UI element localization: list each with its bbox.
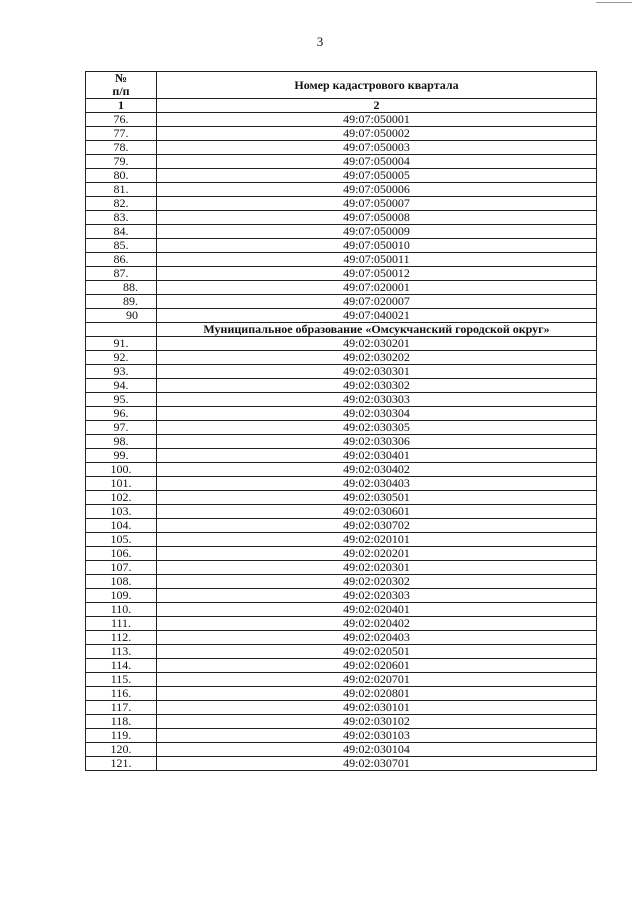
row-number: 111. <box>86 617 157 631</box>
cadastral-quarter-code: 49:07:040021 <box>157 309 597 323</box>
row-number: 83. <box>86 211 157 225</box>
table-row <box>86 533 597 547</box>
table-row <box>86 449 597 463</box>
row-number: 80. <box>86 169 157 183</box>
row-number: 92. <box>86 351 157 365</box>
cadastral-quarter-code: 49:07:050010 <box>157 239 597 253</box>
table-row <box>86 505 597 519</box>
row-number: 121. <box>86 757 157 771</box>
cadastral-quarter-code: 49:02:020402 <box>157 617 597 631</box>
row-number: 96. <box>86 407 157 421</box>
section-row <box>86 323 597 337</box>
row-number: 95. <box>86 393 157 407</box>
table-row <box>86 617 597 631</box>
cadastral-quarter-code: 49:02:020302 <box>157 575 597 589</box>
row-number: 104. <box>86 519 157 533</box>
row-number: 118. <box>86 715 157 729</box>
cadastral-quarter-code: 49:02:030304 <box>157 407 597 421</box>
table-row <box>86 337 597 351</box>
table-row <box>86 155 597 169</box>
table-row <box>86 253 597 267</box>
cadastral-quarter-code: 49:02:030301 <box>157 365 597 379</box>
cadastral-quarter-code: 49:02:030403 <box>157 477 597 491</box>
cadastral-quarter-code: 49:07:050008 <box>157 211 597 225</box>
cadastral-quarter-code: 49:02:030305 <box>157 421 597 435</box>
table-row <box>86 547 597 561</box>
row-number: 97. <box>86 421 157 435</box>
cadastral-quarter-code: 49:02:030104 <box>157 743 597 757</box>
cadastral-quarter-code: 49:02:020701 <box>157 673 597 687</box>
scan-edge-mark <box>596 2 632 3</box>
cadastral-quarter-code: 49:07:050006 <box>157 183 597 197</box>
table-row <box>86 393 597 407</box>
cadastral-quarter-code: 49:02:030601 <box>157 505 597 519</box>
row-number: 112. <box>86 631 157 645</box>
table-row <box>86 519 597 533</box>
cadastral-quarter-code: 49:02:020601 <box>157 659 597 673</box>
row-number: 107. <box>86 561 157 575</box>
cadastral-quarter-code: 49:02:020403 <box>157 631 597 645</box>
row-number: 84. <box>86 225 157 239</box>
table-row <box>86 673 597 687</box>
row-number: 102. <box>86 491 157 505</box>
row-number: 98. <box>86 435 157 449</box>
cadastral-quarter-code: 49:02:030402 <box>157 463 597 477</box>
cadastral-quarter-code: 49:02:030306 <box>157 435 597 449</box>
cadastral-quarter-code: 49:02:030701 <box>157 757 597 771</box>
row-number: 87. <box>86 267 157 281</box>
page-number: 3 <box>316 34 324 49</box>
table-row <box>86 477 597 491</box>
row-number: 85. <box>86 239 157 253</box>
cadastral-quarter-code: 49:07:050005 <box>157 169 597 183</box>
table-header-row <box>86 72 597 99</box>
table-row <box>86 575 597 589</box>
row-number: 105. <box>86 533 157 547</box>
cadastral-quarter-code: 49:07:050002 <box>157 127 597 141</box>
row-number: 120. <box>86 743 157 757</box>
cadastral-quarters-table <box>85 71 597 771</box>
cadastral-quarter-code: 49:02:030401 <box>157 449 597 463</box>
row-number: 114. <box>86 659 157 673</box>
table-body <box>86 99 597 771</box>
table-row <box>86 407 597 421</box>
row-number: 88. <box>86 281 157 295</box>
row-number: 93. <box>86 365 157 379</box>
cadastral-quarter-code: 49:02:030101 <box>157 701 597 715</box>
table-row <box>86 197 597 211</box>
row-number: 79. <box>86 155 157 169</box>
cadastral-quarter-code: 49:02:030202 <box>157 351 597 365</box>
table-row <box>86 351 597 365</box>
header-quarter: Номер кадастрового квартала <box>157 72 597 99</box>
table-row <box>86 743 597 757</box>
cadastral-quarter-code: 49:07:050004 <box>157 155 597 169</box>
cadastral-quarter-code: 49:02:020201 <box>157 547 597 561</box>
cadastral-quarter-code: 49:02:020101 <box>157 533 597 547</box>
row-number: 94. <box>86 379 157 393</box>
table-row <box>86 435 597 449</box>
table-row <box>86 687 597 701</box>
table-row <box>86 113 597 127</box>
column-index-row <box>86 99 597 113</box>
table-row <box>86 239 597 253</box>
cadastral-quarter-code: 49:02:020401 <box>157 603 597 617</box>
row-number: 81. <box>86 183 157 197</box>
cadastral-quarter-code: 49:02:030303 <box>157 393 597 407</box>
cadastral-quarter-code: 49:02:030103 <box>157 729 597 743</box>
cadastral-quarter-code: 49:07:050003 <box>157 141 597 155</box>
row-number: 116. <box>86 687 157 701</box>
table-row <box>86 491 597 505</box>
table-row <box>86 603 597 617</box>
cadastral-quarter-code: 49:02:030201 <box>157 337 597 351</box>
row-number: 78. <box>86 141 157 155</box>
table-row <box>86 645 597 659</box>
table-row <box>86 561 597 575</box>
table-row <box>86 309 597 323</box>
table-row <box>86 267 597 281</box>
row-number: 82. <box>86 197 157 211</box>
table-row <box>86 295 597 309</box>
table-row <box>86 589 597 603</box>
row-number: 86. <box>86 253 157 267</box>
table-row <box>86 715 597 729</box>
cadastral-quarter-code: 49:02:020501 <box>157 645 597 659</box>
cadastral-quarter-code: 49:02:030102 <box>157 715 597 729</box>
table-row <box>86 379 597 393</box>
header-number <box>86 72 157 99</box>
cadastral-quarter-code: 49:07:020007 <box>157 295 597 309</box>
row-number: 101. <box>86 477 157 491</box>
cadastral-quarter-code: 49:02:030501 <box>157 491 597 505</box>
table-row <box>86 701 597 715</box>
table-row <box>86 281 597 295</box>
table-row <box>86 421 597 435</box>
cadastral-quarter-code: 49:02:030702 <box>157 519 597 533</box>
row-number: 113. <box>86 645 157 659</box>
table-row <box>86 757 597 771</box>
table-row <box>86 365 597 379</box>
row-number: 99. <box>86 449 157 463</box>
table-row <box>86 463 597 477</box>
cadastral-quarter-code: 49:07:050011 <box>157 253 597 267</box>
cadastral-quarter-code: 49:07:050001 <box>157 113 597 127</box>
table-row <box>86 183 597 197</box>
row-number: 103. <box>86 505 157 519</box>
cadastral-quarter-code: 49:07:050012 <box>157 267 597 281</box>
table-row <box>86 211 597 225</box>
row-number: 117. <box>86 701 157 715</box>
column-index-2: 2 <box>157 99 597 113</box>
header-number-label: № п/п <box>112 71 130 98</box>
table-row <box>86 659 597 673</box>
table-row <box>86 225 597 239</box>
row-number: 76. <box>86 113 157 127</box>
row-number: 110. <box>86 603 157 617</box>
row-number: 115. <box>86 673 157 687</box>
row-number: 89. <box>86 295 157 309</box>
section-empty-cell <box>86 323 157 337</box>
table-row <box>86 169 597 183</box>
row-number: 106. <box>86 547 157 561</box>
row-number: 77. <box>86 127 157 141</box>
cadastral-quarter-code: 49:02:020801 <box>157 687 597 701</box>
cadastral-quarter-code: 49:02:030302 <box>157 379 597 393</box>
table-row <box>86 127 597 141</box>
row-number: 100. <box>86 463 157 477</box>
section-title: Муниципальное образование «Омсукчанский городской округ» <box>157 323 597 337</box>
row-number: 108. <box>86 575 157 589</box>
table-row <box>86 141 597 155</box>
cadastral-quarter-code: 49:07:050009 <box>157 225 597 239</box>
cadastral-quarter-code: 49:07:050007 <box>157 197 597 211</box>
table-row <box>86 631 597 645</box>
row-number: 119. <box>86 729 157 743</box>
cadastral-quarter-code: 49:07:020001 <box>157 281 597 295</box>
cadastral-quarter-code: 49:02:020303 <box>157 589 597 603</box>
table-row <box>86 729 597 743</box>
cadastral-quarter-code: 49:02:020301 <box>157 561 597 575</box>
column-index-1: 1 <box>86 99 157 113</box>
row-number: 90 <box>86 309 157 323</box>
row-number: 91. <box>86 337 157 351</box>
row-number: 109. <box>86 589 157 603</box>
